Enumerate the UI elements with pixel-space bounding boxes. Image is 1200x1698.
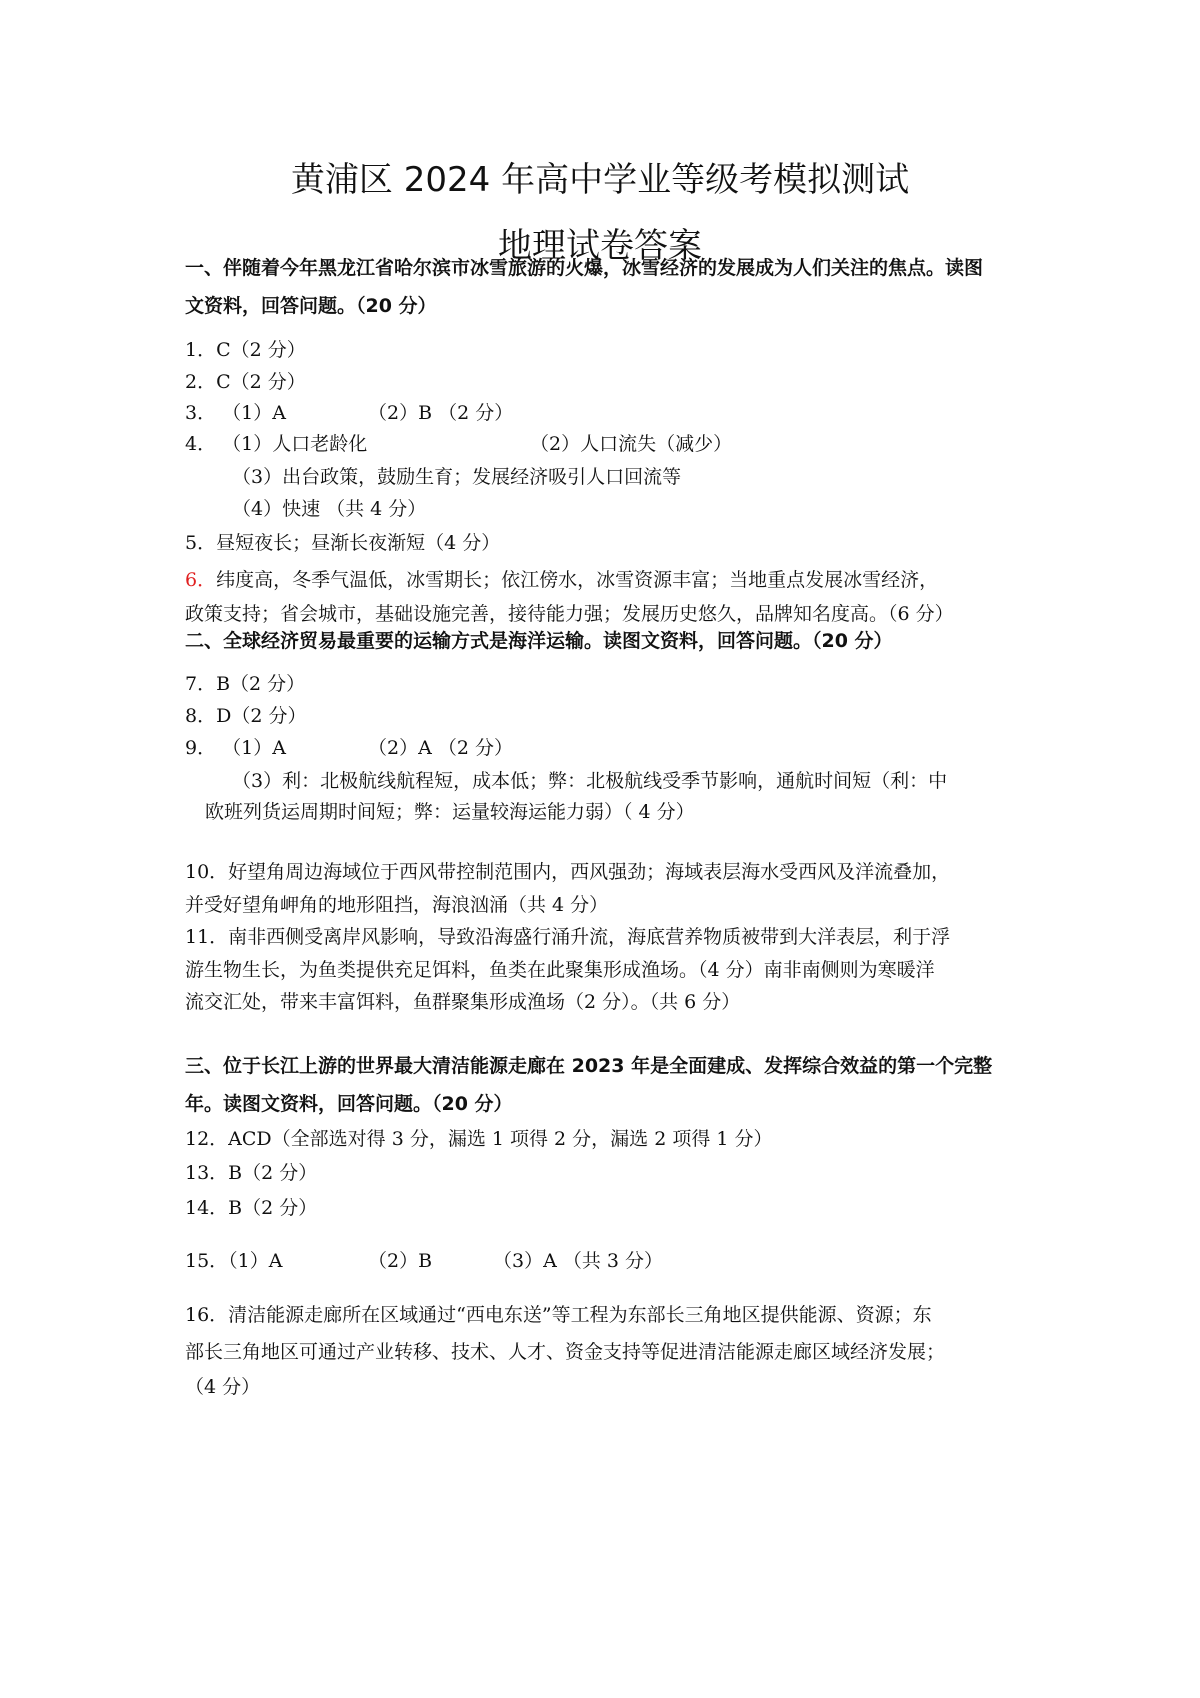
- page-title: 黄浦区 2024 年高中学业等级考模拟测试: [290, 160, 910, 200]
- answer-16-line-3: （4 分）: [185, 1376, 261, 1398]
- answer-6-number: 6．: [185, 569, 217, 591]
- answer-14: 14．B（2 分）: [185, 1197, 318, 1219]
- answer-1: 1．C（2 分）: [185, 339, 306, 361]
- answer-3-part-1: 3． （1）A: [185, 402, 286, 424]
- answer-7: 7．B（2 分）: [185, 673, 306, 695]
- answer-6-line-2: 政策支持；省会城市，基础设施完善，接待能力强；发展历史悠久，品牌知名度高。（6 分）: [185, 603, 954, 625]
- answer-10-line-1: 10．好望角周边海域位于西风带控制范围内，西风强劲；海域表层海水受西风及洋流叠加，: [185, 861, 951, 883]
- section-1-heading-line-1: 一、伴随着今年黑龙江省哈尔滨市冰雪旅游的火爆，冰雪经济的发展成为人们关注的焦点。读图: [185, 257, 984, 279]
- answer-9-part-1: 9． （1）A: [185, 737, 286, 759]
- answer-15-part-1: 15．（1）A: [185, 1250, 283, 1272]
- answer-3-part-2: （2）B （2 分）: [368, 402, 514, 424]
- answer-9-part-3-line-1: （3）利：北极航线航程短，成本低；弊：北极航线受季节影响，通航时间短（利：中: [232, 770, 948, 792]
- answer-9-part-3-line-2: 欧班列货运周期时间短；弊：运量较海运能力弱）（ 4 分）: [205, 801, 695, 823]
- answer-4-part-1: 4． （1）人口老龄化: [185, 433, 368, 455]
- page-subtitle: 地理试卷答案: [498, 226, 702, 266]
- answer-11-line-2: 游生物生长，为鱼类提供充足饵料，鱼类在此聚集形成渔场。（4 分）南非南侧则为寒暖洋: [185, 959, 935, 981]
- answer-15-part-2: （2）B: [368, 1250, 433, 1272]
- answer-12: 12．ACD（全部选对得 3 分，漏选 1 项得 2 分，漏选 2 项得 1 分）: [185, 1128, 773, 1150]
- section-2-heading: 二、全球经济贸易最重要的运输方式是海洋运输。读图文资料，回答问题。（20 分）: [185, 630, 893, 652]
- answer-4-part-4: （4）快速 （共 4 分）: [232, 498, 427, 520]
- section-1-heading-line-2: 文资料，回答问题。（20 分）: [185, 295, 437, 317]
- answer-6-text: 纬度高，冬季气温低，冰雪期长；依江傍水，冰雪资源丰富；当地重点发展冰雪经济，: [216, 569, 939, 591]
- answer-2: 2．C（2 分）: [185, 371, 306, 393]
- answer-5: 5．昼短夜长；昼渐长夜渐短（4 分）: [185, 532, 501, 554]
- answer-9-part-2: （2）A （2 分）: [368, 737, 513, 759]
- answer-4-part-3: （3）出台政策，鼓励生育；发展经济吸引人口回流等: [232, 466, 682, 488]
- answer-15-part-3: （3）A （共 3 分）: [493, 1250, 664, 1272]
- answer-16-line-1: 16．清洁能源走廊所在区域通过“西电东送”等工程为东部长三角地区提供能源、资源；东: [185, 1304, 932, 1326]
- section-3-heading-line-1: 三、位于长江上游的世界最大清洁能源走廊在 2023 年是全面建成、发挥综合效益的第一个完整: [185, 1055, 993, 1077]
- answer-11-line-3: 流交汇处，带来丰富饵料，鱼群聚集形成渔场（2 分）。（共 6 分）: [185, 991, 741, 1013]
- answer-13: 13．B（2 分）: [185, 1162, 318, 1184]
- answer-11-line-1: 11．南非西侧受离岸风影响，导致沿海盛行涌升流，海底营养物质被带到大洋表层，利于浮: [185, 926, 951, 948]
- answer-10-line-2: 并受好望角岬角的地形阻挡，海浪汹涌（共 4 分）: [185, 894, 609, 916]
- answer-6-line-1: [185, 565, 938, 592]
- section-3-heading-line-2: 年。读图文资料，回答问题。（20 分）: [185, 1093, 513, 1115]
- answer-16-line-2: 部长三角地区可通过产业转移、技术、人才、资金支持等促进清洁能源走廊区域经济发展；: [185, 1341, 946, 1363]
- answer-4-part-2: （2）人口流失（减少）: [530, 433, 733, 455]
- answer-8: 8．D（2 分）: [185, 705, 307, 727]
